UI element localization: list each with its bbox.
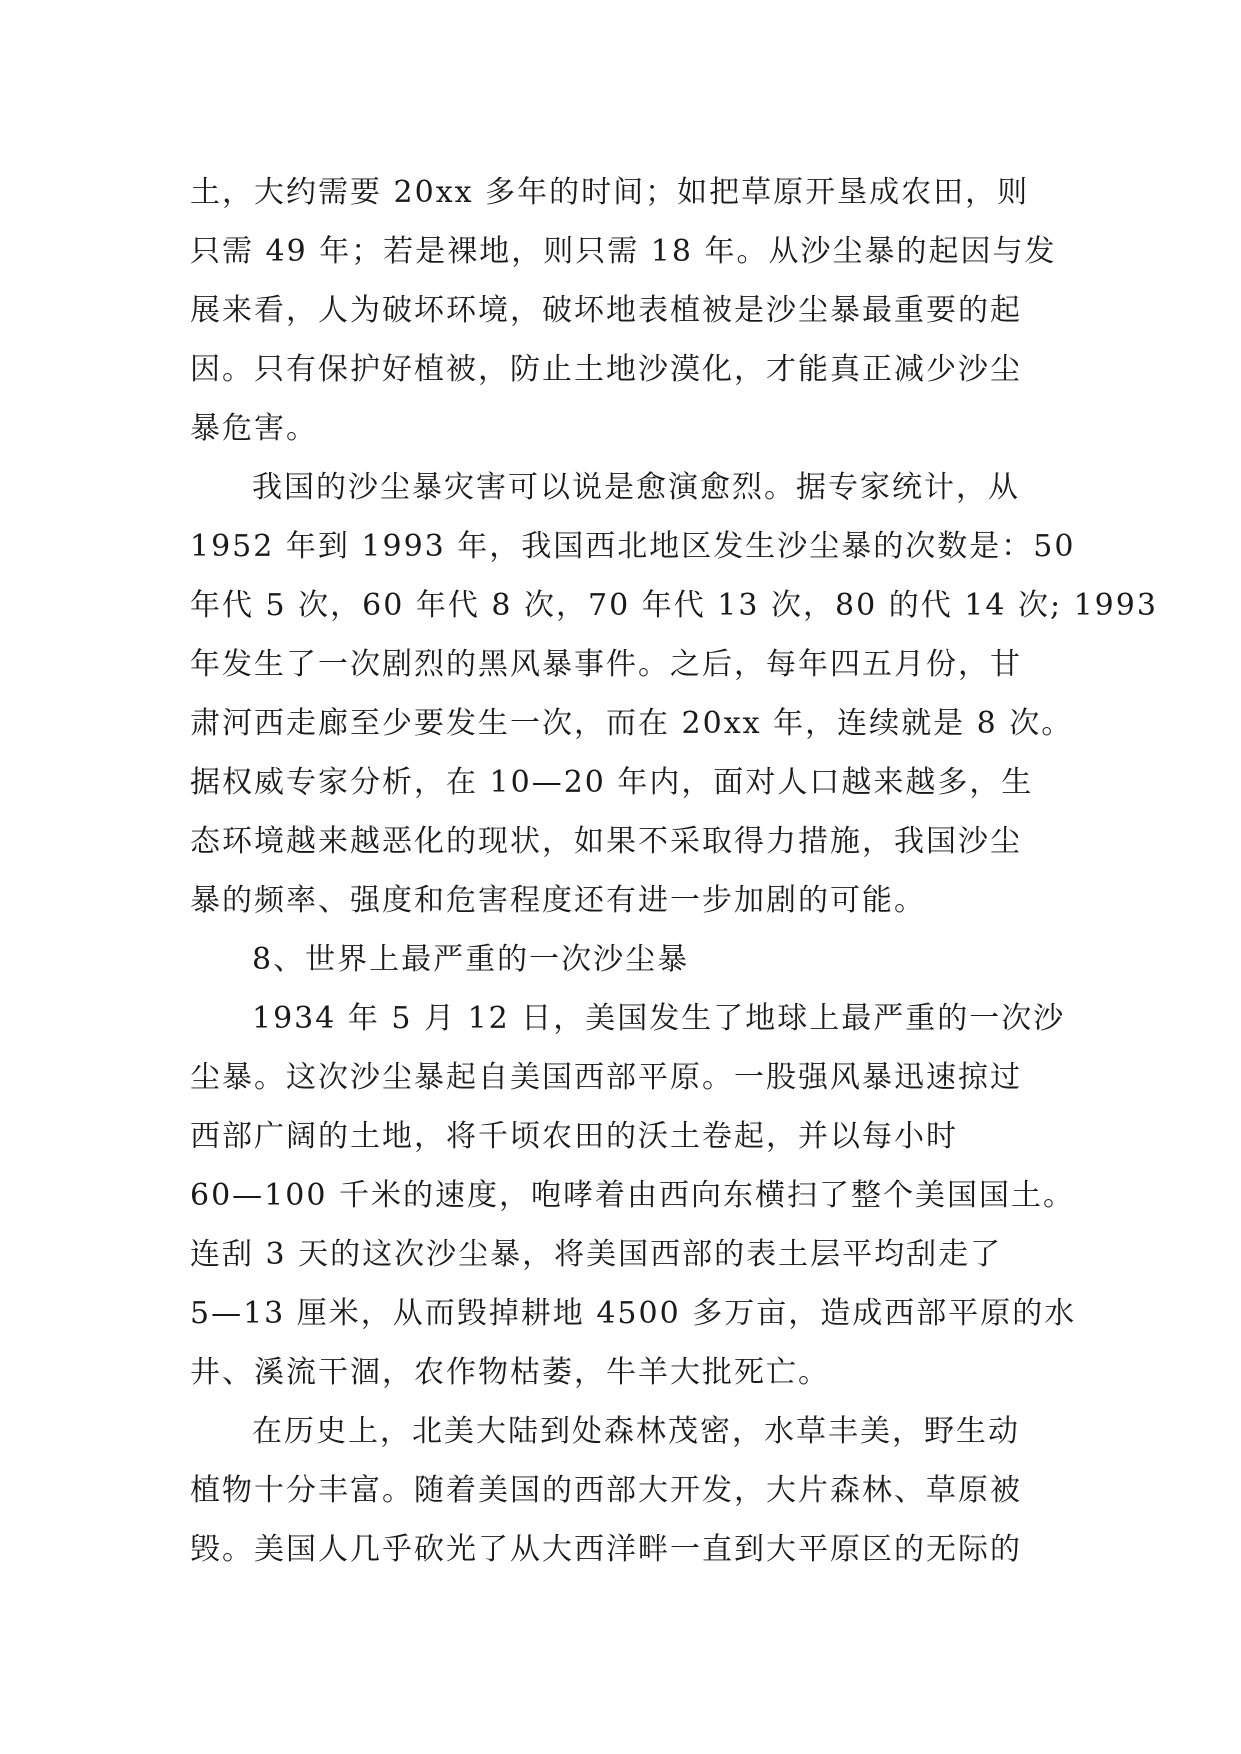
text-line: 据权威专家分析，在 10—20 年内，面对人口越来越多，生 <box>190 765 1034 800</box>
text-line: 尘暴。这次沙尘暴起自美国西部平原。一股强风暴迅速掠过 <box>190 1060 1022 1095</box>
section-heading: 8、世界上最严重的一次沙尘暴 <box>252 942 690 977</box>
text-line: 在历史上，北美大陆到处森林茂密，水草丰美，野生动 <box>252 1414 1020 1449</box>
text-line: 植物十分丰富。随着美国的西部大开发，大片森林、草原被 <box>190 1473 1022 1508</box>
text-line: 年代 5 次，60 年代 8 次，70 年代 13 次，80 的代 14 次; 1993 <box>190 588 1158 623</box>
text-line: 肃河西走廊至少要发生一次，而在 20xx 年，连续就是 8 次。 <box>190 706 1074 741</box>
text-line: 土，大约需要 20xx 多年的时间；如把草原开垦成农田，则 <box>190 175 1030 210</box>
document-body <box>190 163 1158 1579</box>
text-line: 态环境越来越恶化的现状，如果不采取得力措施，我国沙尘 <box>190 824 1022 859</box>
text-line: 我国的沙尘暴灾害可以说是愈演愈烈。据专家统计，从 <box>252 470 1020 505</box>
text-line: 井、溪流干涸，农作物枯萎，牛羊大批死亡。 <box>190 1355 830 1390</box>
text-line: 1934 年 5 月 12 日，美国发生了地球上最严重的一次沙 <box>252 1001 1066 1036</box>
text-line: 展来看，人为破坏环境，破坏地表植被是沙尘暴最重要的起 <box>190 293 1022 328</box>
text-line: 60—100 千米的速度，咆哮着由西向东横扫了整个美国国土。 <box>190 1178 1075 1213</box>
text-line: 1952 年到 1993 年，我国西北地区发生沙尘暴的次数是：50 <box>190 529 1076 564</box>
text-line: 因。只有保护好植被，防止土地沙漠化，才能真正减少沙尘 <box>190 352 1022 387</box>
text-line: 年发生了一次剧烈的黑风暴事件。之后，每年四五月份，甘 <box>190 647 1022 682</box>
text-line: 5—13 厘米，从而毁掉耕地 4500 多万亩，造成西部平原的水 <box>190 1296 1077 1331</box>
text-line: 连刮 3 天的这次沙尘暴，将美国西部的表土层平均刮走了 <box>190 1237 1003 1272</box>
text-line: 只需 49 年；若是裸地，则只需 18 年。从沙尘暴的起因与发 <box>190 234 1057 269</box>
text-line: 毁。美国人几乎砍光了从大西洋畔一直到大平原区的无际的 <box>190 1532 1022 1567</box>
text-line: 暴危害。 <box>190 411 318 446</box>
text-line: 西部广阔的土地，将千顷农田的沃土卷起，并以每小时 <box>190 1119 958 1154</box>
text-line: 暴的频率、强度和危害程度还有进一步加剧的可能。 <box>190 883 926 918</box>
